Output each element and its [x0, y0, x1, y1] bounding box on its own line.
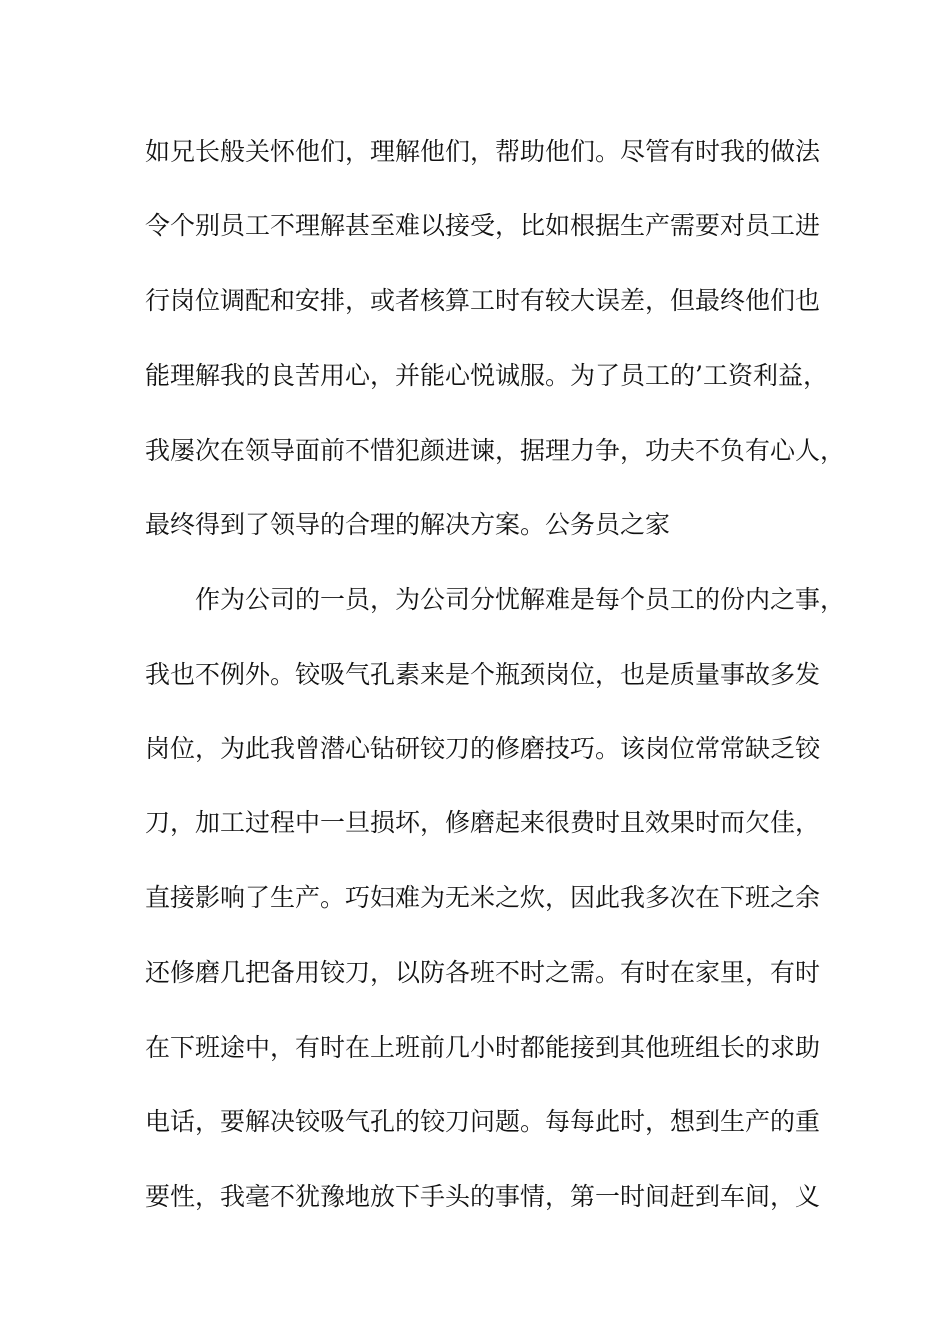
- text-line: 要性，我毫不犹豫地放下手头的事情，第一时间赶到车间，义: [145, 1182, 821, 1211]
- text-line: 岗位，为此我曾潜心钻研铰刀的修磨技巧。该岗位常常缺乏铰: [145, 734, 821, 763]
- text-line: 能理解我的良苦用心，并能心悦诚服。为了员工的’工资利益，: [145, 361, 828, 390]
- text-line: 直接影响了生产。巧妇难为无米之炊，因此我多次在下班之余: [145, 883, 821, 912]
- text-line: 还修磨几把备用铰刀，以防各班不时之需。有时在家里，有时: [145, 958, 821, 987]
- text-line: 刀，加工过程中一旦损坏，修磨起来很费时且效果时而欠佳，: [145, 808, 821, 837]
- text-line: 我也不例外。铰吸气孔素来是个瓶颈岗位，也是质量事故多发: [145, 660, 821, 689]
- text-line: 令个别员工不理解甚至难以接受，比如根据生产需要对员工进: [145, 211, 821, 240]
- text-line: 行岗位调配和安排，或者核算工时有较大误差，但最终他们也: [145, 286, 821, 315]
- text-line: 我屡次在领导面前不惜犯颜进谏，据理力争，功夫不负有心人，: [145, 436, 846, 465]
- text-line: 电话，要解决铰吸气孔的铰刀问题。每每此时，想到生产的重: [145, 1107, 821, 1136]
- paragraph-first-line: 作为公司的一员，为公司分忧解难是每个员工的份内之事，: [195, 585, 846, 614]
- text-line: 最终得到了领导的合理的解决方案。公务员之家: [145, 510, 671, 539]
- text-line: 在下班途中，有时在上班前几小时都能接到其他班组长的求助: [145, 1033, 821, 1062]
- text-line: 如兄长般关怀他们，理解他们，帮助他们。尽管有时我的做法: [145, 137, 821, 166]
